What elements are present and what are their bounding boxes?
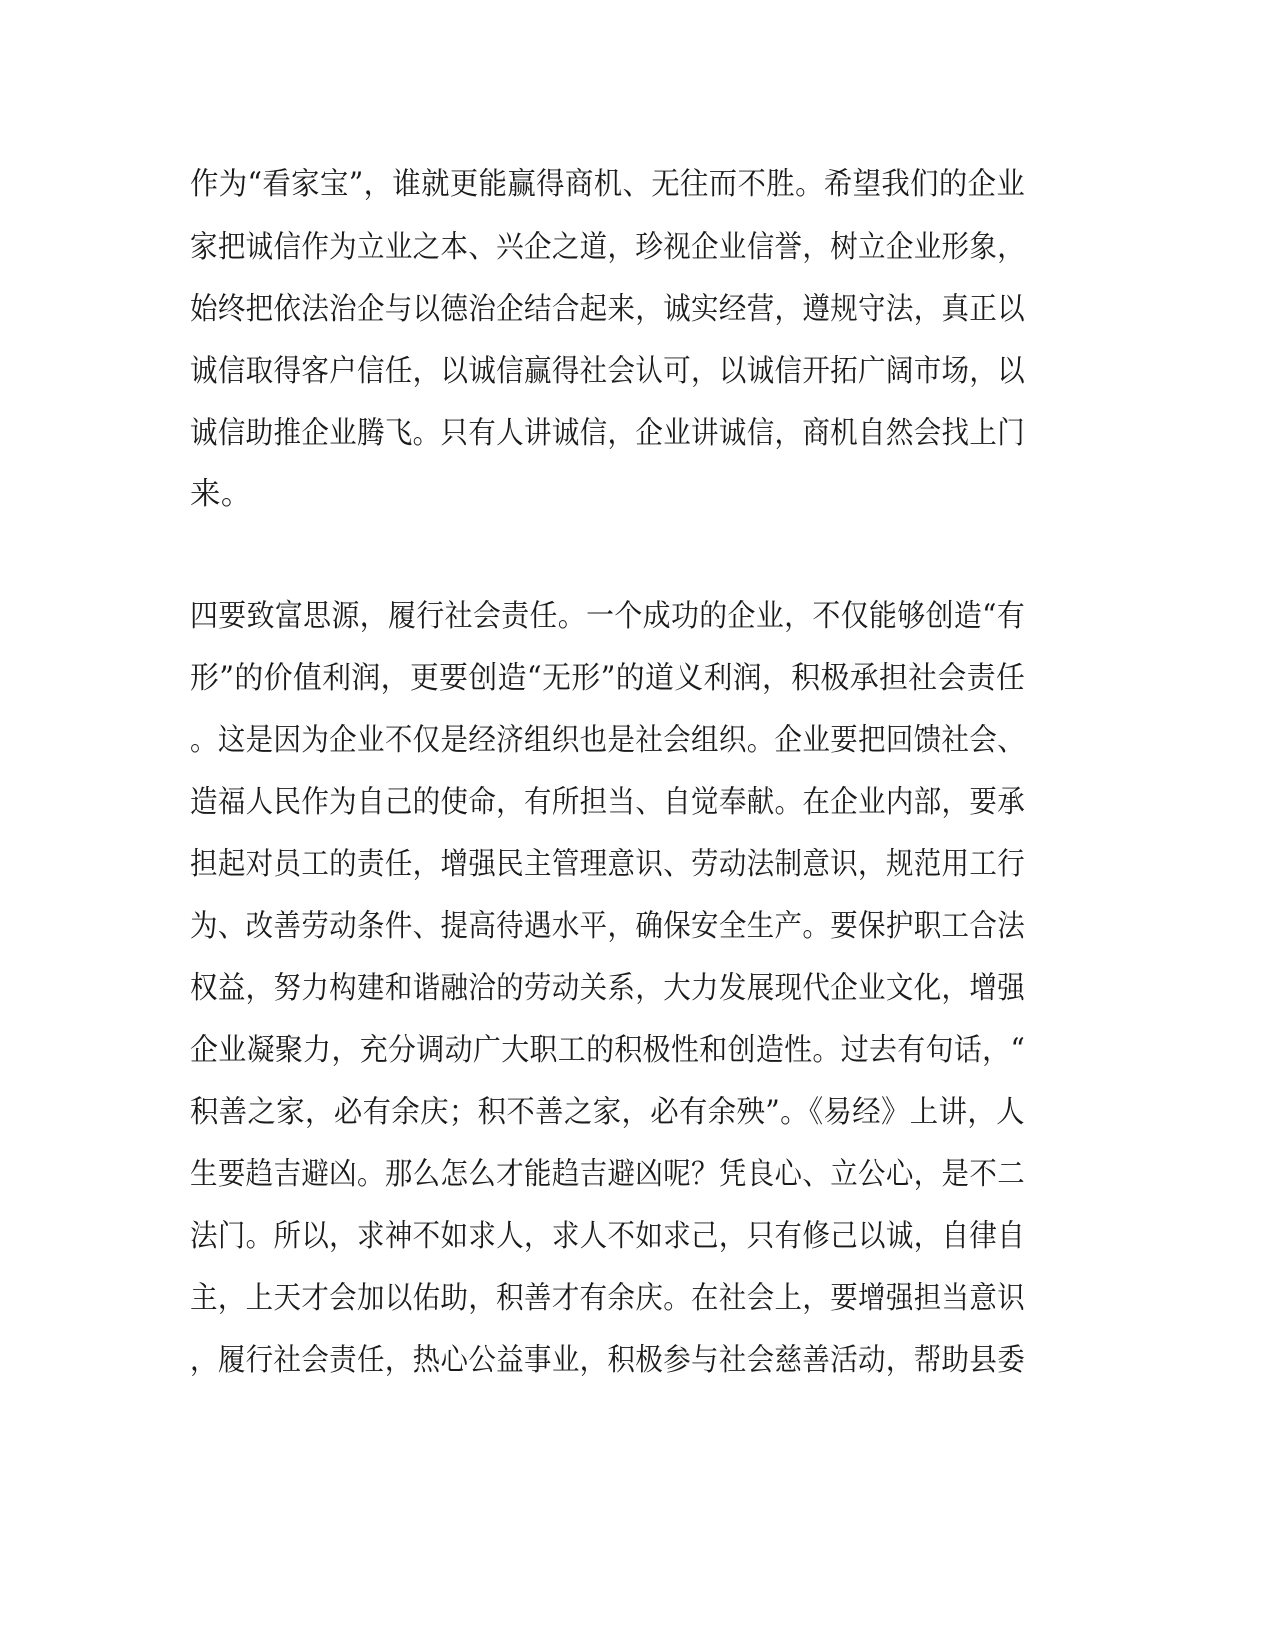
paragraph-1-line-5: 诚信助推企业腾飞。只有人讲诚信，企业讲诚信，商机自然会找上门 [190, 416, 1026, 451]
paragraph-1-line-2: 家把诚信作为立业之本、兴企之道，珍视企业信誉，树立企业形象， [190, 230, 1026, 265]
paragraph-2-line-9: 积善之家，必有余庆；积不善之家，必有余殃”。《易经》上讲，人 [190, 1095, 1025, 1130]
paragraph-2-line-6: 为、改善劳动条件、提高待遇水平，确保安全生产。要保护职工合法 [190, 909, 1026, 944]
paragraph-1-line-1: 作为“看家宝”，谁就更能赢得商机、无往而不胜。希望我们的企业 [190, 167, 1026, 202]
paragraph-2-line-3: 。这是因为企业不仅是经济组织也是社会组织。企业要把回馈社会、 [190, 723, 1026, 758]
paragraph-2-line-10: 生要趋吉避凶。那么怎么才能趋吉避凶呢？凭良心、立公心，是不二 [190, 1157, 1026, 1192]
paragraph-2-line-8: 企业凝聚力，充分调动广大职工的积极性和创造性。过去有句话，“ [190, 1033, 1026, 1068]
paragraph-2-line-5: 担起对员工的责任，增强民主管理意识、劳动法制意识，规范用工行 [190, 847, 1026, 882]
paragraph-2-line-7: 权益，努力构建和谐融洽的劳动关系，大力发展现代企业文化，增强 [190, 971, 1026, 1006]
paragraph-2-line-12: 主，上天才会加以佑助，积善才有余庆。在社会上，要增强担当意识 [190, 1281, 1026, 1316]
paragraph-2-line-11: 法门。所以，求神不如求人，求人不如求己，只有修己以诚，自律自 [190, 1219, 1026, 1254]
paragraph-1-line-6: 来。 [190, 477, 252, 512]
paragraph-1-line-3: 始终把依法治企与以德治企结合起来，诚实经营，遵规守法，真正以 [190, 292, 1026, 327]
paragraph-2-line-4: 造福人民作为自己的使命，有所担当、自觉奉献。在企业内部，要承 [190, 785, 1026, 820]
paragraph-2-line-2: 形”的价值利润，更要创造“无形”的道义利润，积极承担社会责任 [190, 661, 1026, 696]
paragraph-2-line-1: 四要致富思源，履行社会责任。一个成功的企业，不仅能够创造“有 [190, 599, 1026, 634]
paragraph-1-line-4: 诚信取得客户信任，以诚信赢得社会认可，以诚信开拓广阔市场，以 [190, 354, 1026, 389]
paragraph-2-line-13: ，履行社会责任，热心公益事业，积极参与社会慈善活动，帮助县委 [190, 1343, 1026, 1378]
